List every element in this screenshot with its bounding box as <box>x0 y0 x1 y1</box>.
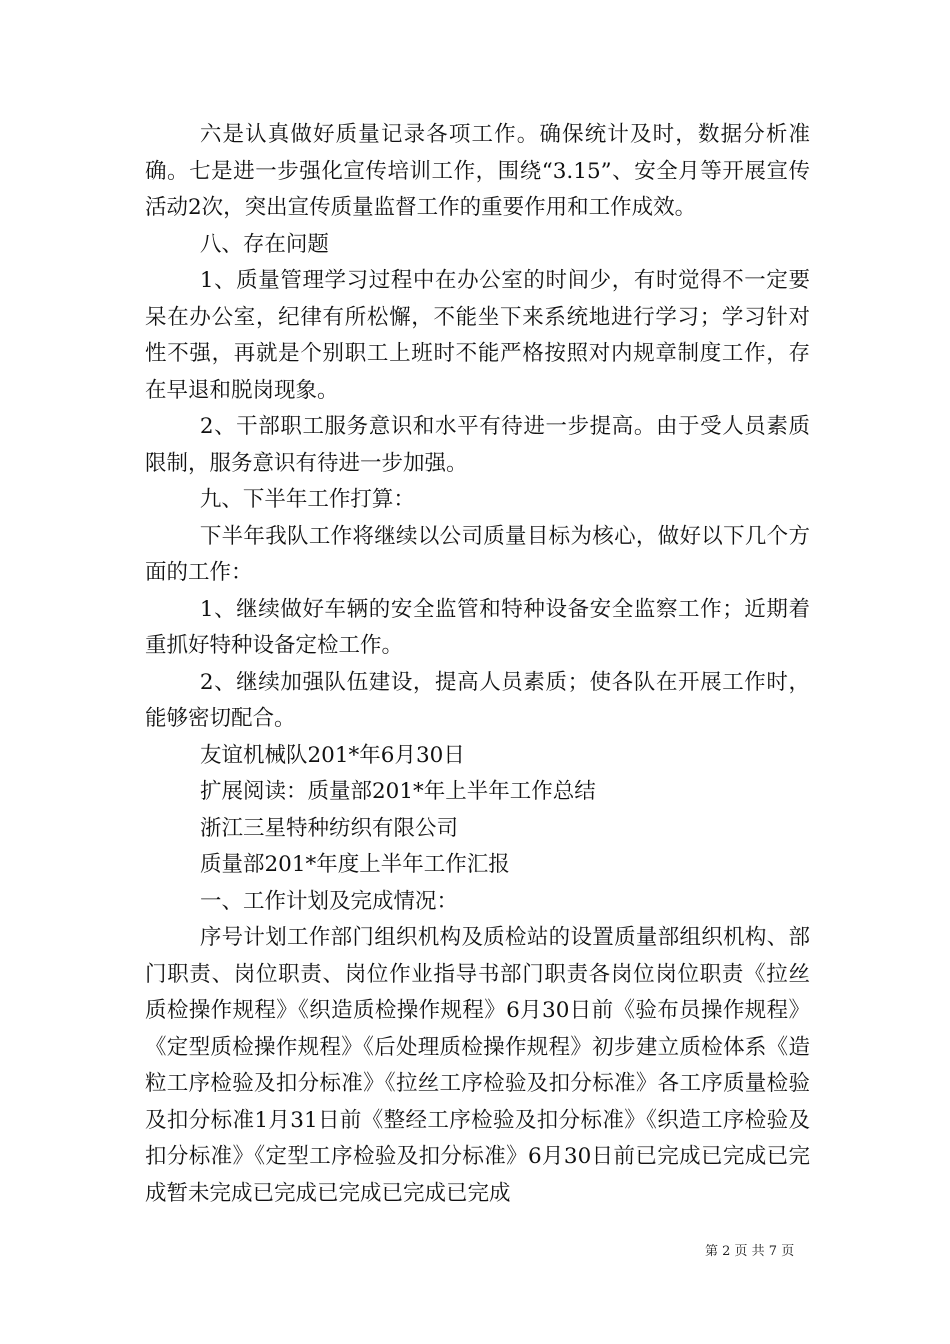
heading-second-half-plan: 九、下半年工作打算： <box>199 487 415 512</box>
paragraph-plan-2: 2、继续加强队伍建设，提高人员素质；使各队在开展工作时，能够密切配合。 <box>145 669 810 731</box>
company-name: 浙江三星特种纺织有限公司 <box>200 815 459 841</box>
paragraph-work-plan-table-text: 序号计划工作部门组织机构及质检站的设置质量部组织机构、部门职责、岗位职责、岗位作业指导书部门职责各岗位岗位职责《拉丝质检操作规程》《织造质检操作规程》6月30日前《验布员操作规程》《定型质检操作规程》《后处理质检操作规程》初步建立质检体系《造粒工序检验及扣分标准》《拉丝工序检验及扣分标准》各工序质量检验及扣分标准1月31日前《整经工序检验及扣分标准》《织造工序检验及扣分标准》《定型工序检验及扣分标准》6月30日前已完成已完成已完成暂未完成已完成已完成已完成已完成 <box>145 925 810 1206</box>
heading-existing-problems: 八、存在问题 <box>199 231 329 257</box>
paragraph-problem-1: 1、质量管理学习过程中在办公室的时间少，有时觉得不一定要呆在办公室，纪律有所松懈，不能坐下来系统地进行学习；学习针对性不强，再就是个别职工上班时不能严格按照对内规章制度工作，存在早退和脱岗现象。 <box>145 268 810 403</box>
paragraph-plan-1: 1、继续做好车辆的安全监管和特种设备安全监察工作；近期着重抓好特种设备定检工作。 <box>145 596 810 658</box>
page-number-footer: 第 2 页 共 7 页 <box>705 1244 795 1259</box>
paragraph-plan-intro: 下半年我队工作将继续以公司质量目标为核心，做好以下几个方面的工作： <box>145 523 810 585</box>
signature-date-line: 友谊机械队201*年6月30日 <box>200 742 465 768</box>
document-body <box>145 117 810 1212</box>
extended-reading-title: 扩展阅读：质量部201*年上半年工作总结 <box>200 779 596 804</box>
paragraph-problem-2: 2、干部职工服务意识和水平有待进一步提高。由于受人员素质限制，服务意识有待进一步加强。 <box>145 414 810 476</box>
report-title: 质量部201*年度上半年工作汇报 <box>200 852 510 877</box>
heading-work-plan-completion: 一、工作计划及完成情况： <box>200 888 459 914</box>
paragraph-records-and-publicity: 六是认真做好质量记录各项工作。确保统计及时，数据分析准确。七是进一步强化宣传培训工作，围绕“3.15”、安全月等开展宣传活动2次，突出宣传质量监督工作的重要作用和工作成效。 <box>145 122 810 220</box>
